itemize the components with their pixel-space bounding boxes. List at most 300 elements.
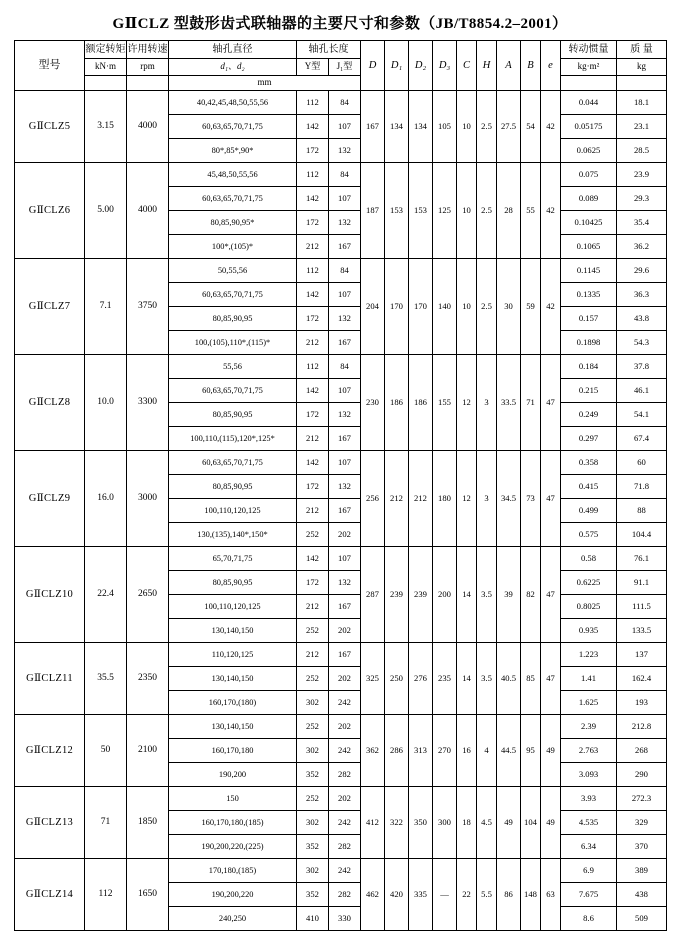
cell-bore-length-j1: 107 <box>329 547 361 571</box>
cell-torque: 16.0 <box>85 451 127 547</box>
cell-model: GⅡCLZ9 <box>15 451 85 547</box>
cell-bore-length-y: 142 <box>297 451 329 475</box>
cell-inertia: 0.1898 <box>561 331 617 355</box>
cell-mass: 43.8 <box>617 307 667 331</box>
th-inertia: 转动惯量 <box>561 41 617 59</box>
cell-mass: 104.4 <box>617 523 667 547</box>
cell-e: 47 <box>541 643 561 715</box>
cell-bore-diameter: 130,(135),140*,150* <box>169 523 297 547</box>
cell-e: 47 <box>541 547 561 643</box>
cell-model: GⅡCLZ14 <box>15 859 85 931</box>
cell-bore-length-j1: 84 <box>329 91 361 115</box>
cell-bore-diameter: 60,63,65,70,71,75 <box>169 283 297 307</box>
cell-inertia: 1.223 <box>561 643 617 667</box>
cell-D1: 286 <box>385 715 409 787</box>
cell-bore-length-j1: 167 <box>329 595 361 619</box>
table-row <box>15 163 667 187</box>
cell-D2: 335 <box>409 859 433 931</box>
cell-bore-length-y: 112 <box>297 163 329 187</box>
cell-inertia: 6.9 <box>561 859 617 883</box>
cell-inertia: 3.93 <box>561 787 617 811</box>
cell-bore-diameter: 80,85,90,95 <box>169 403 297 427</box>
cell-inertia: 0.249 <box>561 403 617 427</box>
cell-torque: 71 <box>85 787 127 859</box>
cell-bore-diameter: 65,70,71,75 <box>169 547 297 571</box>
cell-H: 3.5 <box>477 547 497 643</box>
cell-bore-length-y: 252 <box>297 787 329 811</box>
th-inertia-blank <box>561 76 617 91</box>
cell-inertia: 0.1065 <box>561 235 617 259</box>
cell-H: 4.5 <box>477 787 497 859</box>
cell-e: 47 <box>541 451 561 547</box>
cell-inertia: 7.675 <box>561 883 617 907</box>
cell-bore-diameter: 50,55,56 <box>169 259 297 283</box>
cell-speed: 2650 <box>127 547 169 643</box>
cell-D3: 125 <box>433 163 457 259</box>
cell-B: 85 <box>521 643 541 715</box>
cell-bore-length-j1: 167 <box>329 331 361 355</box>
cell-mass: 23.1 <box>617 115 667 139</box>
cell-C: 12 <box>457 451 477 547</box>
cell-bore-length-y: 212 <box>297 595 329 619</box>
cell-bore-length-y: 172 <box>297 403 329 427</box>
cell-inertia: 0.157 <box>561 307 617 331</box>
specifications-table <box>14 40 667 931</box>
cell-mass: 23.9 <box>617 163 667 187</box>
cell-D3: — <box>433 859 457 931</box>
cell-C: 22 <box>457 859 477 931</box>
cell-C: 10 <box>457 163 477 259</box>
th-D3: D₃ <box>433 41 457 91</box>
cell-bore-length-y: 252 <box>297 619 329 643</box>
table-row <box>15 859 667 883</box>
cell-H: 2.5 <box>477 259 497 355</box>
table-row <box>15 91 667 115</box>
cell-torque: 22.4 <box>85 547 127 643</box>
th-torque-blank <box>85 76 127 91</box>
cell-mass: 162.4 <box>617 667 667 691</box>
cell-bore-length-y: 172 <box>297 211 329 235</box>
cell-bore-diameter: 130,140,150 <box>169 619 297 643</box>
cell-bore-diameter: 170,180,(185) <box>169 859 297 883</box>
cell-D: 362 <box>361 715 385 787</box>
cell-mass: 438 <box>617 883 667 907</box>
cell-mass: 67.4 <box>617 427 667 451</box>
cell-e: 49 <box>541 715 561 787</box>
cell-A: 86 <box>497 859 521 931</box>
cell-speed: 3000 <box>127 451 169 547</box>
table-row <box>15 643 667 667</box>
cell-bore-length-y: 172 <box>297 475 329 499</box>
cell-speed: 1850 <box>127 787 169 859</box>
cell-mass: 46.1 <box>617 379 667 403</box>
cell-H: 4 <box>477 715 497 787</box>
cell-bore-diameter: 45,48,50,55,56 <box>169 163 297 187</box>
cell-mass: 133.5 <box>617 619 667 643</box>
th-D: D <box>361 41 385 91</box>
cell-D2: 153 <box>409 163 433 259</box>
cell-bore-length-y: 302 <box>297 691 329 715</box>
cell-D1: 250 <box>385 643 409 715</box>
cell-bore-length-j1: 282 <box>329 763 361 787</box>
cell-bore-diameter: 130,140,150 <box>169 667 297 691</box>
th-mass: 质 量 <box>617 41 667 59</box>
cell-C: 14 <box>457 643 477 715</box>
cell-H: 5.5 <box>477 859 497 931</box>
cell-bore-length-y: 352 <box>297 883 329 907</box>
cell-D: 412 <box>361 787 385 859</box>
cell-bore-length-j1: 242 <box>329 811 361 835</box>
cell-model: GⅡCLZ8 <box>15 355 85 451</box>
cell-speed: 1650 <box>127 859 169 931</box>
th-speed-unit: rpm <box>127 59 169 76</box>
cell-inertia: 0.499 <box>561 499 617 523</box>
cell-B: 55 <box>521 163 541 259</box>
cell-torque: 50 <box>85 715 127 787</box>
cell-e: 63 <box>541 859 561 931</box>
table-row <box>15 451 667 475</box>
th-inertia-unit: kg·m² <box>561 59 617 76</box>
cell-bore-length-j1: 132 <box>329 139 361 163</box>
cell-C: 14 <box>457 547 477 643</box>
cell-H: 3 <box>477 451 497 547</box>
cell-D: 167 <box>361 91 385 163</box>
th-H: H <box>477 41 497 91</box>
cell-bore-length-j1: 84 <box>329 355 361 379</box>
cell-bore-length-y: 212 <box>297 235 329 259</box>
cell-bore-length-j1: 167 <box>329 235 361 259</box>
cell-inertia: 0.415 <box>561 475 617 499</box>
cell-e: 47 <box>541 355 561 451</box>
cell-speed: 2100 <box>127 715 169 787</box>
table-body <box>15 91 667 931</box>
cell-B: 95 <box>521 715 541 787</box>
cell-D: 204 <box>361 259 385 355</box>
cell-B: 148 <box>521 859 541 931</box>
cell-mass: 290 <box>617 763 667 787</box>
cell-bore-length-y: 172 <box>297 139 329 163</box>
cell-inertia: 0.1335 <box>561 283 617 307</box>
cell-bore-length-j1: 167 <box>329 427 361 451</box>
cell-A: 40.5 <box>497 643 521 715</box>
cell-bore-diameter: 80*,85*,90* <box>169 139 297 163</box>
th-speed: 许用转速 <box>127 41 169 59</box>
cell-bore-length-j1: 107 <box>329 451 361 475</box>
cell-mass: 36.2 <box>617 235 667 259</box>
cell-mass: 88 <box>617 499 667 523</box>
cell-bore-length-j1: 84 <box>329 163 361 187</box>
th-e: e <box>541 41 561 91</box>
cell-bore-length-y: 172 <box>297 307 329 331</box>
th-bore-length: 轴孔长度 <box>297 41 361 59</box>
cell-C: 10 <box>457 259 477 355</box>
cell-bore-diameter: 150 <box>169 787 297 811</box>
cell-e: 42 <box>541 91 561 163</box>
cell-B: 104 <box>521 787 541 859</box>
cell-bore-length-y: 410 <box>297 907 329 931</box>
cell-inertia: 0.935 <box>561 619 617 643</box>
cell-A: 30 <box>497 259 521 355</box>
page-title: GⅡCLZ 型鼓形齿式联轴器的主要尺寸和参数（JB/T8854.2–2001） <box>112 16 568 32</box>
cell-e: 42 <box>541 259 561 355</box>
cell-A: 34.5 <box>497 451 521 547</box>
cell-inertia: 0.184 <box>561 355 617 379</box>
cell-model: GⅡCLZ5 <box>15 91 85 163</box>
cell-bore-length-y: 112 <box>297 259 329 283</box>
cell-inertia: 1.41 <box>561 667 617 691</box>
cell-bore-length-y: 302 <box>297 739 329 763</box>
cell-inertia: 0.10425 <box>561 211 617 235</box>
cell-A: 49 <box>497 787 521 859</box>
cell-D: 256 <box>361 451 385 547</box>
cell-bore-length-y: 142 <box>297 283 329 307</box>
cell-inertia: 0.6225 <box>561 571 617 595</box>
table-row <box>15 547 667 571</box>
cell-speed: 3300 <box>127 355 169 451</box>
cell-bore-diameter: 60,63,65,70,71,75 <box>169 115 297 139</box>
cell-bore-length-y: 112 <box>297 355 329 379</box>
cell-bore-length-y: 142 <box>297 547 329 571</box>
cell-bore-length-j1: 132 <box>329 211 361 235</box>
cell-model: GⅡCLZ12 <box>15 715 85 787</box>
table-row <box>15 355 667 379</box>
cell-bore-diameter: 80,85,90,95 <box>169 307 297 331</box>
cell-bore-diameter: 190,200 <box>169 763 297 787</box>
cell-bore-length-y: 302 <box>297 811 329 835</box>
cell-bore-diameter: 60,63,65,70,71,75 <box>169 187 297 211</box>
cell-bore-diameter: 55,56 <box>169 355 297 379</box>
cell-inertia: 8.6 <box>561 907 617 931</box>
cell-B: 59 <box>521 259 541 355</box>
cell-speed: 2350 <box>127 643 169 715</box>
cell-H: 3.5 <box>477 643 497 715</box>
cell-model: GⅡCLZ7 <box>15 259 85 355</box>
cell-D1: 322 <box>385 787 409 859</box>
cell-B: 82 <box>521 547 541 643</box>
cell-bore-diameter: 60,63,65,70,71,75 <box>169 379 297 403</box>
cell-mass: 370 <box>617 835 667 859</box>
th-torque-unit: kN·m <box>85 59 127 76</box>
cell-bore-length-j1: 167 <box>329 643 361 667</box>
cell-inertia: 0.044 <box>561 91 617 115</box>
cell-mass: 91.1 <box>617 571 667 595</box>
cell-A: 33.5 <box>497 355 521 451</box>
cell-H: 2.5 <box>477 91 497 163</box>
cell-bore-length-y: 142 <box>297 187 329 211</box>
th-mass-blank <box>617 76 667 91</box>
cell-mass: 329 <box>617 811 667 835</box>
cell-bore-length-y: 212 <box>297 643 329 667</box>
cell-bore-diameter: 190,200,220 <box>169 883 297 907</box>
cell-mass: 389 <box>617 859 667 883</box>
cell-bore-length-y: 352 <box>297 835 329 859</box>
cell-inertia: 0.05175 <box>561 115 617 139</box>
cell-D2: 276 <box>409 643 433 715</box>
cell-bore-length-y: 352 <box>297 763 329 787</box>
cell-bore-length-j1: 330 <box>329 907 361 931</box>
cell-H: 2.5 <box>477 163 497 259</box>
cell-D3: 200 <box>433 547 457 643</box>
cell-bore-length-j1: 202 <box>329 667 361 691</box>
cell-inertia: 0.075 <box>561 163 617 187</box>
cell-D1: 134 <box>385 91 409 163</box>
cell-D2: 350 <box>409 787 433 859</box>
cell-inertia: 6.34 <box>561 835 617 859</box>
cell-D: 325 <box>361 643 385 715</box>
cell-D3: 270 <box>433 715 457 787</box>
cell-H: 3 <box>477 355 497 451</box>
cell-bore-length-j1: 107 <box>329 187 361 211</box>
cell-B: 54 <box>521 91 541 163</box>
cell-bore-length-j1: 107 <box>329 379 361 403</box>
th-bore-diameter-sub: d₁、d₂ <box>169 59 297 76</box>
cell-mass: 272.3 <box>617 787 667 811</box>
cell-bore-diameter: 100,110,120,125 <box>169 499 297 523</box>
cell-bore-diameter: 100,110,120,125 <box>169 595 297 619</box>
cell-bore-length-j1: 84 <box>329 259 361 283</box>
cell-D1: 170 <box>385 259 409 355</box>
cell-bore-length-j1: 167 <box>329 499 361 523</box>
cell-bore-diameter: 60,63,65,70,71,75 <box>169 451 297 475</box>
th-bore-length-j1: J₁型 <box>329 59 361 76</box>
cell-mass: 29.6 <box>617 259 667 283</box>
cell-D2: 170 <box>409 259 433 355</box>
cell-bore-length-j1: 282 <box>329 883 361 907</box>
cell-mass: 35.4 <box>617 211 667 235</box>
cell-D1: 186 <box>385 355 409 451</box>
cell-bore-length-j1: 242 <box>329 691 361 715</box>
cell-speed: 3750 <box>127 259 169 355</box>
cell-mass: 212.8 <box>617 715 667 739</box>
cell-D1: 420 <box>385 859 409 931</box>
cell-C: 12 <box>457 355 477 451</box>
cell-bore-diameter: 80,85,90,95* <box>169 211 297 235</box>
th-mm-unit: mm <box>169 76 361 91</box>
cell-bore-diameter: 100*,(105)* <box>169 235 297 259</box>
cell-A: 28 <box>497 163 521 259</box>
cell-model: GⅡCLZ13 <box>15 787 85 859</box>
th-torque: 额定转矩 <box>85 41 127 59</box>
cell-D3: 140 <box>433 259 457 355</box>
cell-inertia: 0.58 <box>561 547 617 571</box>
cell-bore-length-j1: 242 <box>329 739 361 763</box>
cell-torque: 3.15 <box>85 91 127 163</box>
cell-inertia: 0.575 <box>561 523 617 547</box>
th-D1: D₁ <box>385 41 409 91</box>
cell-bore-diameter: 160,170,180 <box>169 739 297 763</box>
cell-C: 10 <box>457 91 477 163</box>
cell-bore-length-j1: 107 <box>329 283 361 307</box>
cell-model: GⅡCLZ6 <box>15 163 85 259</box>
cell-D2: 186 <box>409 355 433 451</box>
cell-torque: 35.5 <box>85 643 127 715</box>
cell-bore-length-j1: 202 <box>329 715 361 739</box>
cell-bore-length-j1: 202 <box>329 787 361 811</box>
cell-bore-length-j1: 282 <box>329 835 361 859</box>
cell-bore-length-j1: 132 <box>329 403 361 427</box>
cell-D3: 155 <box>433 355 457 451</box>
table-row <box>15 715 667 739</box>
cell-A: 39 <box>497 547 521 643</box>
cell-mass: 509 <box>617 907 667 931</box>
cell-D2: 134 <box>409 91 433 163</box>
cell-inertia: 2.39 <box>561 715 617 739</box>
cell-D2: 212 <box>409 451 433 547</box>
cell-e: 49 <box>541 787 561 859</box>
cell-model: GⅡCLZ11 <box>15 643 85 715</box>
cell-bore-diameter: 80,85,90,95 <box>169 475 297 499</box>
cell-D: 462 <box>361 859 385 931</box>
cell-bore-length-y: 212 <box>297 499 329 523</box>
cell-D2: 239 <box>409 547 433 643</box>
cell-D: 230 <box>361 355 385 451</box>
cell-torque: 5.00 <box>85 163 127 259</box>
cell-torque: 112 <box>85 859 127 931</box>
cell-B: 71 <box>521 355 541 451</box>
cell-speed: 4000 <box>127 91 169 163</box>
table-header <box>15 41 667 91</box>
cell-inertia: 2.763 <box>561 739 617 763</box>
cell-bore-length-y: 252 <box>297 667 329 691</box>
th-B: B <box>521 41 541 91</box>
cell-mass: 76.1 <box>617 547 667 571</box>
cell-e: 42 <box>541 163 561 259</box>
cell-speed: 4000 <box>127 163 169 259</box>
cell-mass: 29.3 <box>617 187 667 211</box>
cell-bore-diameter: 160,170,(180) <box>169 691 297 715</box>
cell-inertia: 0.0625 <box>561 139 617 163</box>
cell-bore-length-y: 112 <box>297 91 329 115</box>
cell-bore-length-y: 212 <box>297 427 329 451</box>
cell-D3: 105 <box>433 91 457 163</box>
cell-inertia: 0.1145 <box>561 259 617 283</box>
cell-bore-length-y: 142 <box>297 379 329 403</box>
cell-mass: 54.1 <box>617 403 667 427</box>
cell-inertia: 1.625 <box>561 691 617 715</box>
cell-C: 16 <box>457 715 477 787</box>
cell-mass: 60 <box>617 451 667 475</box>
cell-B: 73 <box>521 451 541 547</box>
th-D2: D₂ <box>409 41 433 91</box>
cell-bore-diameter: 240,250 <box>169 907 297 931</box>
cell-bore-diameter: 40,42,45,48,50,55,56 <box>169 91 297 115</box>
cell-bore-diameter: 130,140,150 <box>169 715 297 739</box>
cell-bore-length-y: 172 <box>297 571 329 595</box>
cell-C: 18 <box>457 787 477 859</box>
th-C: C <box>457 41 477 91</box>
cell-inertia: 0.215 <box>561 379 617 403</box>
cell-bore-diameter: 100,110,(115),120*,125* <box>169 427 297 451</box>
cell-bore-length-j1: 107 <box>329 115 361 139</box>
cell-D3: 235 <box>433 643 457 715</box>
cell-D3: 300 <box>433 787 457 859</box>
cell-mass: 268 <box>617 739 667 763</box>
cell-bore-length-y: 142 <box>297 115 329 139</box>
cell-bore-length-j1: 202 <box>329 523 361 547</box>
cell-bore-length-j1: 242 <box>329 859 361 883</box>
cell-mass: 18.1 <box>617 91 667 115</box>
cell-bore-length-j1: 132 <box>329 307 361 331</box>
cell-mass: 71.8 <box>617 475 667 499</box>
cell-A: 27.5 <box>497 91 521 163</box>
cell-bore-diameter: 100,(105),110*,(115)* <box>169 331 297 355</box>
cell-torque: 10.0 <box>85 355 127 451</box>
cell-inertia: 0.358 <box>561 451 617 475</box>
cell-D: 287 <box>361 547 385 643</box>
cell-bore-length-y: 252 <box>297 523 329 547</box>
cell-bore-length-j1: 132 <box>329 475 361 499</box>
th-A: A <box>497 41 521 91</box>
